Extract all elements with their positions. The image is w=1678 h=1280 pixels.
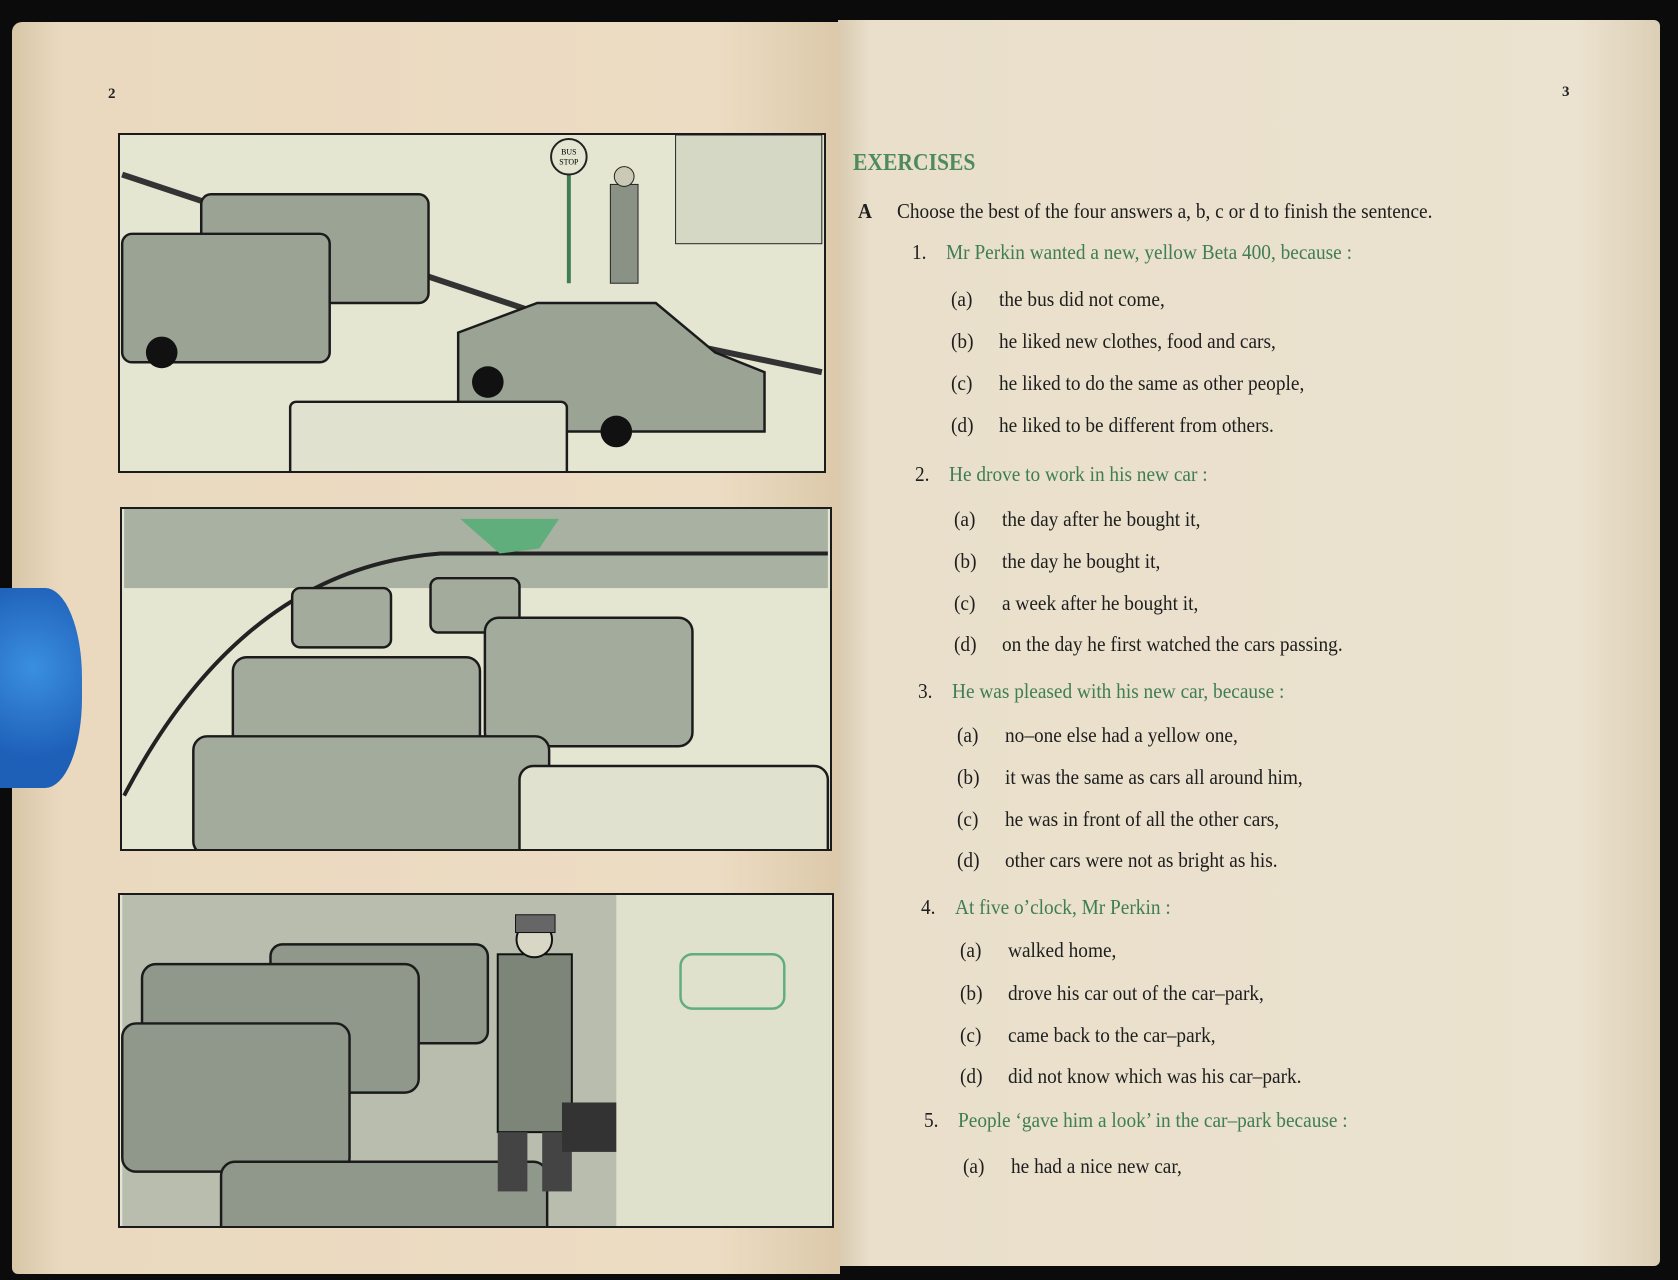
option-label: (d): [960, 1064, 983, 1088]
option-label: (a): [954, 507, 976, 531]
option-label: (b): [951, 329, 974, 353]
option-text: he was in front of all the other cars,: [1005, 807, 1280, 831]
option-text: no–one else had a yellow one,: [1005, 723, 1238, 747]
option-text: drove his car out of the car–park,: [1008, 981, 1264, 1005]
option-label: (c): [960, 1023, 982, 1047]
question-text: Mr Perkin wanted a new, yellow Beta 400, because :: [946, 240, 1352, 264]
option-label: (b): [954, 549, 977, 573]
option-text: other cars were not as bright as his.: [1005, 848, 1278, 872]
instruction: Choose the best of the four answers a, b, c or d to finish the sentence.: [897, 199, 1433, 223]
option-text: a week after he bought it,: [1002, 591, 1199, 615]
option-text: the day he bought it,: [1002, 549, 1161, 573]
option-text: walked home,: [1008, 938, 1117, 962]
illustration-bus-stop: [118, 133, 826, 473]
option-label: (b): [960, 981, 983, 1005]
question-number: 5.: [924, 1108, 939, 1132]
question-number: 1.: [912, 240, 927, 264]
question-text: At five o’clock, Mr Perkin :: [955, 895, 1171, 919]
section-letter: A: [858, 199, 872, 223]
option-label: (a): [957, 723, 979, 747]
option-text: he liked new clothes, food and cars,: [999, 329, 1276, 353]
bus-stop-sign-text: BUS: [561, 147, 577, 157]
question-text: He drove to work in his new car :: [949, 462, 1208, 486]
option-label: (c): [957, 807, 979, 831]
option-text: on the day he first watched the cars passing.: [1002, 632, 1343, 656]
option-text: he had a nice new car,: [1011, 1154, 1182, 1178]
svg-text:STOP: STOP: [559, 157, 579, 167]
option-label: (a): [963, 1154, 985, 1178]
question-text: People ‘gave him a look’ in the car–park because :: [958, 1108, 1348, 1132]
option-text: did not know which was his car–park.: [1008, 1064, 1302, 1088]
option-label: (c): [951, 371, 973, 395]
option-text: it was the same as cars all around him,: [1005, 765, 1303, 789]
option-text: came back to the car–park,: [1008, 1023, 1216, 1047]
blue-cloth: [0, 588, 82, 788]
question-number: 4.: [921, 895, 936, 919]
question-number: 3.: [918, 679, 933, 703]
option-label: (a): [960, 938, 982, 962]
option-label: (d): [954, 632, 977, 656]
illustration-road-traffic: [120, 507, 832, 851]
question-number: 2.: [915, 462, 930, 486]
page-number-right: 3: [1562, 84, 1570, 100]
option-text: he liked to be different from others.: [999, 413, 1274, 437]
option-label: (c): [954, 591, 976, 615]
exercises-heading: EXERCISES: [853, 150, 976, 176]
question-text: He was pleased with his new car, because :: [952, 679, 1285, 703]
option-label: (a): [951, 287, 973, 311]
option-text: the day after he bought it,: [1002, 507, 1201, 531]
option-text: he liked to do the same as other people,: [999, 371, 1305, 395]
option-label: (b): [957, 765, 980, 789]
option-text: the bus did not come,: [999, 287, 1165, 311]
option-label: (d): [951, 413, 974, 437]
page-number-left: 2: [108, 86, 116, 102]
illustration-car-park: [118, 893, 834, 1228]
option-label: (d): [957, 848, 980, 872]
